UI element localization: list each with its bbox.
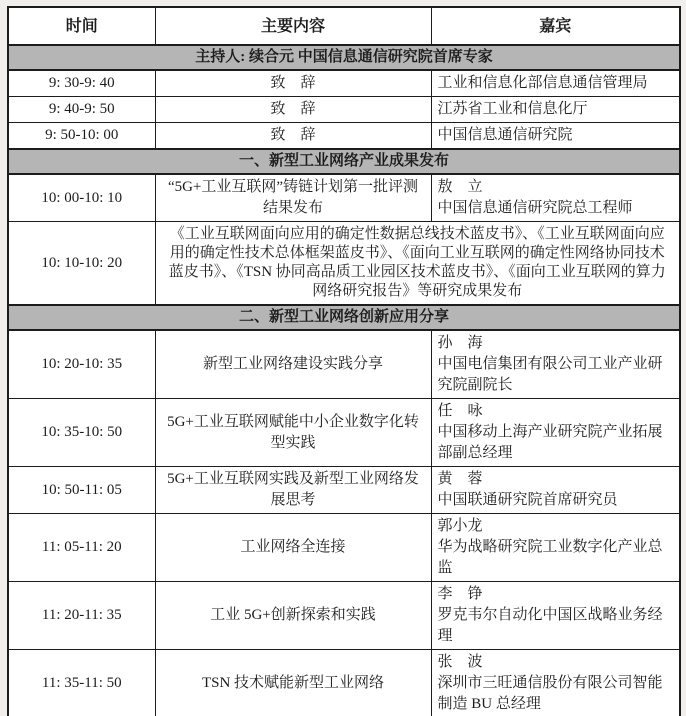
guest-name: 黄 蓉 [437, 471, 483, 487]
guest-organization: 中国电信集团有限公司工业产业研究院副院长 [437, 356, 663, 393]
guest-cell [431, 650, 680, 716]
header-row [8, 7, 680, 45]
table-row [8, 222, 680, 306]
section-row [8, 305, 680, 330]
guest-cell [431, 97, 680, 123]
guest-cell [431, 70, 680, 97]
guest-organization: 工业和信息化部信息通信管理局 [437, 75, 648, 91]
time-cell: 10: 20-10: 35 [8, 330, 155, 399]
guest-organization: 中国联通研究院首席研究员 [437, 492, 618, 508]
guest-organization: 中国信息通信研究院 [437, 127, 573, 143]
agenda-table-body [8, 45, 680, 716]
time-cell: 9: 50-10: 00 [8, 123, 155, 150]
time-cell: 10: 50-11: 05 [8, 467, 155, 514]
section-row [8, 45, 680, 70]
table-row [8, 514, 680, 582]
section-title: 主持人: 续合元 中国信息通信研究院首席专家 [8, 45, 680, 70]
time-cell: 9: 30-9: 40 [8, 70, 155, 97]
table-row [8, 97, 680, 123]
content-cell: 《工业互联网面向应用的确定性数据总线技术蓝皮书》、《工业互联网面向应用的确定性技术总体框架蓝皮书》、《面向工业互联网的确定性网络协同技术蓝皮书》、《TSN 协同高品质工业园区技术蓝皮书》、《面向工业互联网的算力网络研究报告》等研究成果发布 [155, 222, 680, 306]
guest-organization: 深圳市三旺通信股份有限公司智能制造 BU 总经理 [437, 675, 663, 712]
guest-cell [431, 399, 680, 467]
table-row [8, 582, 680, 650]
content-cell: 工业 5G+创新探索和实践 [155, 582, 431, 650]
content-cell: 致 辞 [155, 97, 431, 123]
guest-name: 孙 海 [437, 335, 483, 351]
guest-organization: 华为战略研究院工业数字化产业总监 [437, 539, 663, 576]
time-cell: 11: 35-11: 50 [8, 650, 155, 716]
content-cell: 工业网络全连接 [155, 514, 431, 582]
table-row [8, 70, 680, 97]
agenda-table-header [8, 7, 680, 45]
column-header-time: 时间 [8, 7, 155, 45]
guest-organization: 中国移动上海产业研究院产业拓展部副总经理 [437, 424, 663, 461]
content-cell: “5G+工业互联网”铸链计划第一批评测结果发布 [155, 174, 431, 222]
time-cell: 10: 00-10: 10 [8, 174, 155, 222]
guest-organization: 江苏省工业和信息化厅 [437, 101, 588, 117]
guest-name: 敖 立 [437, 179, 483, 195]
guest-name: 郭小龙 [437, 518, 483, 534]
time-cell: 9: 40-9: 50 [8, 97, 155, 123]
content-cell: 5G+工业互联网实践及新型工业网络发展思考 [155, 467, 431, 514]
time-cell: 10: 35-10: 50 [8, 399, 155, 467]
table-row [8, 174, 680, 222]
column-header-guest: 嘉宾 [431, 7, 680, 45]
content-cell: TSN 技术赋能新型工业网络 [155, 650, 431, 716]
agenda-table [7, 6, 681, 716]
table-row [8, 467, 680, 514]
table-row [8, 399, 680, 467]
section-row [8, 149, 680, 174]
guest-cell [431, 514, 680, 582]
content-cell: 新型工业网络建设实践分享 [155, 330, 431, 399]
guest-name: 李 铮 [437, 586, 483, 602]
section-title: 一、新型工业网络产业成果发布 [8, 149, 680, 174]
table-row [8, 330, 680, 399]
guest-name: 任 咏 [437, 403, 483, 419]
time-cell: 11: 05-11: 20 [8, 514, 155, 582]
content-cell: 5G+工业互联网赋能中小企业数字化转型实践 [155, 399, 431, 467]
table-row [8, 650, 680, 716]
content-cell: 致 辞 [155, 123, 431, 150]
guest-cell [431, 330, 680, 399]
guest-cell [431, 467, 680, 514]
guest-cell [431, 174, 680, 222]
time-cell: 11: 20-11: 35 [8, 582, 155, 650]
guest-cell [431, 582, 680, 650]
section-title: 二、新型工业网络创新应用分享 [8, 305, 680, 330]
content-cell: 致 辞 [155, 70, 431, 97]
table-row [8, 123, 680, 150]
column-header-content: 主要内容 [155, 7, 431, 45]
guest-cell [431, 123, 680, 150]
guest-organization: 中国信息通信研究院总工程师 [437, 200, 633, 216]
guest-name: 张 波 [437, 654, 483, 670]
time-cell: 10: 10-10: 20 [8, 222, 155, 306]
guest-organization: 罗克韦尔自动化中国区战略业务经理 [437, 607, 663, 644]
